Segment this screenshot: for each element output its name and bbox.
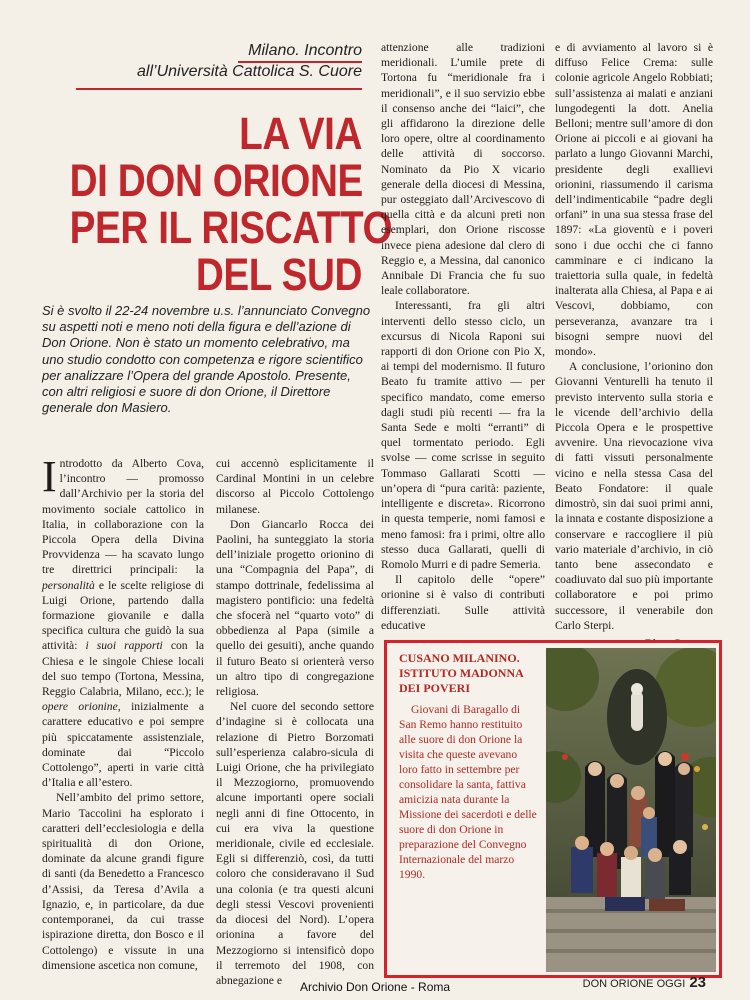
kicker-rule-bottom (76, 88, 362, 90)
kicker-line-2: all’Università Cattolica S. Cuore (137, 63, 362, 80)
paragraph: Don Giancarlo Rocca dei Paolini, ha sunteggiato la storia dell’iniziale progetto orionino di una “Compagnia del Papa”, di stampo dottrinale, fedelissima al magistero pontificio: una fedeltà che sfocerà nel “quarto voto” di obbedienza al Papa (simile a quello dei gesuiti), anche quando il futuro Beato si orienterà verso un altro tipo di congregazione religiosa. (216, 517, 374, 699)
box-text (399, 651, 537, 882)
headline (69, 108, 393, 300)
emphasis: opere orionine (42, 700, 118, 714)
box-body: Giovani di Baragallo di San Remo hanno restituito alle suore di don Orione la visita che queste avevano loro fatto in settembre per consolidare la santa, fattiva amicizia nata durante la Missione dei sacerdoti e delle suore di don Orione in preparazione del Convegno Internazionale del marzo 1990. (399, 703, 537, 881)
text-run: e le scelte religiose di Luigi Orione, partendo dalla formazione giovanile e dalla specifica cultura che guidò la sua attività: (42, 578, 204, 653)
paragraph: Nell’ambito del primo settore, Mario Taccolini ha esplorato i caratteri dell’ecclesiologia e della spiritualità di don Orione, dominate da alcune grandi figure di santi (da Benedetto a Francesco d’Assisi, da Teresa d’Avila a Ignazio, e, in particolare, da due contemporanei, da cui trasse ispirazione diretta, don Bosco e il Cottolengo) e vissute in una dimensione ascetica non comune, (42, 791, 204, 972)
text-run: ntrodotto da Alberto Cova, l’incontro — promosso dall’Archivio per la storia del movimento sociale cattolico in Italia, in collaborazione con la Piccola Opera della Divina Provvidenza — ha scavato lungo tre direttrici principali: la (42, 457, 204, 577)
archive-credit: Archivio Don Orione - Roma (300, 980, 451, 994)
page-number: 23 (689, 974, 706, 991)
headline-line: DEL SUD (195, 249, 362, 300)
drop-cap: I (42, 452, 57, 501)
paragraph: cui accennò esplicitamente il Cardinal Montini in un celebre discorso al Piccolo Cottolengo milanese. (216, 457, 374, 516)
text-run: , inizialmente a carattere educativo e poi sempre più spiccatamente assistenziale, dominate dai “Piccolo Cottolengo”, aperti in varie città d’Italia e all’estero. (42, 700, 204, 790)
paragraph: Interessanti, fra gli altri interventi dello stesso ciclo, un excursus di Nicola Raponi sui rapporti di don Orione con Pio X, ai tempi del modernismo. Il futuro Beato fu tramite attivo — per specifico mandato, come emerso dagli studi più recenti — fra la Santa Sede e molti “erranti” di quel tormentato periodo. Egli svolse — come scrisse in seguito Tommaso Gallarati Scotti — un’opera di “pura carità: paziente, intelligente e discreta». Ricorrono in questa temperie, nomi famosi e meno famosi: fra i primi, oltre allo stesso duca Gallarati, quelli di Romolo Murri e di padre Semeria. (381, 299, 545, 571)
paragraph: attenzione alle tradizioni meridionali. L’umile prete di Tortona fu “meridionale fra i meridionali”, e il suo servizio ebbe il consenso anche dei “laici”, che gli affidarono la direzione delle loro opere, oltre al coordinamento delle attività di soccorso. Nominato da Pio X vicario generale della diocesi di Messina, pur osteggiato dall’Arcivescovo di quella città e da alcuni preti non esemplari, don Orione riscosse invece piena adesione dal clero di Reggio e, a Messina, dal canonico Annibale Di Francia che fu suo leale collaboratore. (381, 41, 545, 298)
paragraph: A conclusione, l’orionino don Giovanni Venturelli ha tenuto il previsto intervento sulla storia e le vicende dell’archivio della Piccola Opera e le prospettive avvenire. Una rievocazione viva di fatti vissuti personalmente vicino e nella stessa Casa del Beato Fondatore: il quale dimostrò, sin dai suoi primi anni, la innata e costante disposizione a conservare e raccogliere il più vario materiale d’archivio, in ciò tanto bene assecondato e coadiuvato dal suo più importante collaboratore e poi primo successore, il venerabile don Carlo Sterpi. (555, 360, 713, 632)
article-column-3 (381, 40, 545, 633)
emphasis: i suoi rapporti (85, 639, 163, 653)
paragraph (42, 452, 204, 790)
magazine-name: DON ORIONE OGGI (582, 978, 686, 990)
article-column-2 (216, 456, 374, 988)
group-photo (545, 647, 717, 973)
headline-line: LA VIA (239, 108, 362, 159)
page-footer (583, 974, 706, 991)
box-title: CUSANO MILANINO. ISTITUTO MADONNA DEI POVERI (399, 651, 524, 695)
kicker-rule-top (238, 61, 362, 63)
paragraph: e di avviamento al lavoro si è diffuso Felice Crema: sulle colonie agricole Angelo Robbiati; sull’assistenza ai malati e anziani lungodegenti la dott. Anelia Belloni; mentre sull’amore di don Orione ai piccoli e ai giovani ha parlato a lungo Giovanni Marchi, presidente degli exallievi orionini, riassumendo il carisma dell’indimenticabile “padre degli orfani” in una sua stessa frase del 1897: «La gioventù e i poveri sono i due occhi che ci fanno camminare e ci indicano la traiettoria sulla quale, in fedeltà inalterata alla Chiesa, al Papa e ai Vescovi, dobbiamo, con perseveranza, avanzare tra i bisogni sempre nuovi del mondo». (555, 41, 713, 359)
photo-caption-box (384, 640, 722, 978)
article-column-1 (42, 452, 204, 973)
emphasis: personalità (42, 578, 95, 592)
kicker-line-1: Milano. Incontro (248, 42, 362, 59)
paragraph: Nel cuore del secondo settore d’indagine si è collocata una relazione di Pietro Borzomati sull’esperienza calabro-sicula di Luigi Orione, che ha privilegiato il Mezzogiorno, promuovendo alcune importanti opere sociali negli anni di fine Ottocento, in cui era viva la questione meridionale, civile ed ecclesiale. Egli si differenziò, così, da tutti coloro che consideravano il Sud una colonia (e tra questi alcuni degli stessi Vescovi provenienti da diocesi del Nord). L’opera orionina a favore del Mezzogiorno si intensificò dopo il terremoto del 1908, con abnegazione e (216, 700, 374, 987)
text-run: con la Chiesa e le singole Chiese locali del suo tempo (Tortona, Messina, Reggio Calabria, Milano, ecc.); le (42, 639, 204, 699)
headline-line: DI DON ORIONE (69, 155, 363, 206)
paragraph: Il capitolo delle “opere” orionine si è valso di contributi differenziati. Sulle attività educative (381, 573, 545, 632)
headline-line: PER IL RISCATTO (69, 202, 393, 253)
lead-paragraph: Si è svolto il 22-24 novembre u.s. l’annunciato Convegno su aspetti noti e meno noti della figura e dell’azione di Don Orione. Non è stato un momento celebrativo, ma uno studio condotto con competenza e rigore scientifico per analizzare l’Opera del grande Apostolo. Presente, con altri religiosi e suore di don Orione, il Direttore generale don Masiero. (42, 303, 371, 416)
group-photo-image (545, 647, 717, 973)
article-column-4 (555, 40, 713, 666)
